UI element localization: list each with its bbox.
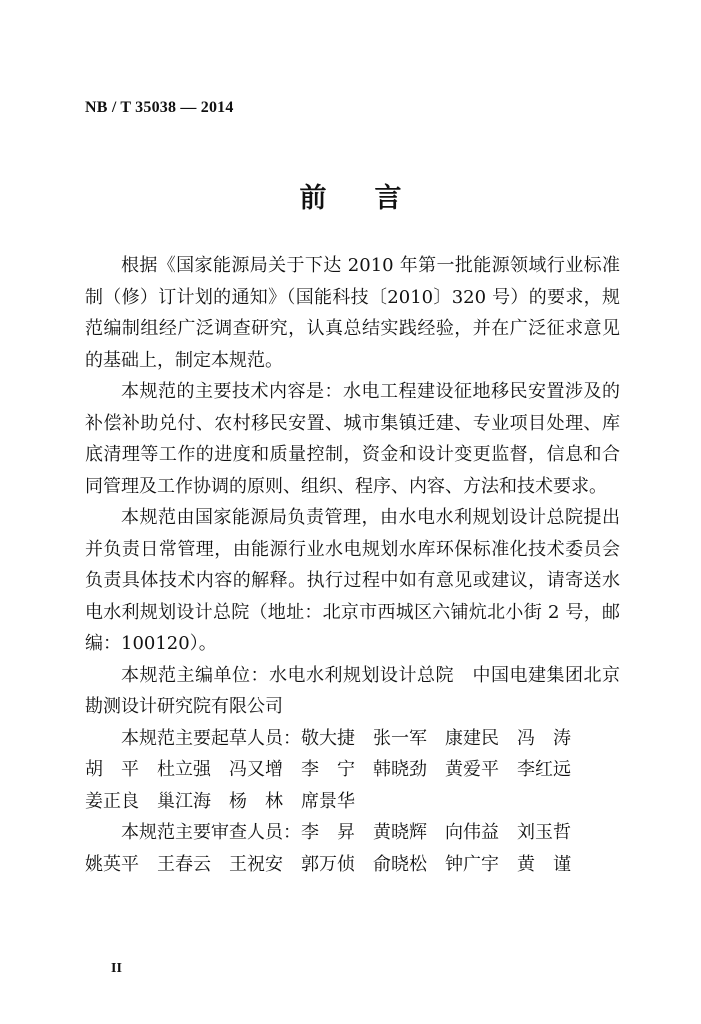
paragraph-technical-content: 本规范的主要技术内容是：水电工程建设征地移民安置涉及的补偿补助兑付、农村移民安置、城市集镇迁建、专业项目处理、库底清理等工作的进度和质量控制，资金和设计变更监督，信息和合同管理及工作协调的原则、组织、程序、内容、方法和技术要求。 <box>85 381 620 497</box>
paragraph-chief-editor-units: 本规范主编单位：水电水利规划设计总院 中国电建集团北京勘测设计研究院有限公司 <box>85 664 620 717</box>
paragraph-management: 本规范由国家能源局负责管理，由水电水利规划设计总院提出并负责日常管理，由能源行业水电规划水库环保标准化技术委员会负责具体技术内容的解释。执行过程中如有意见或建议，请寄送水电水利规划设计总院（地址：北京市西城区六铺炕北小街 2 号，邮编：100120）。 <box>85 507 620 654</box>
title-char-1: 前 <box>299 183 327 214</box>
drafters-line-1: 本规范主要起草人员：敬大捷 张一军 康建民 冯 涛 <box>121 727 571 749</box>
page-title <box>0 176 701 215</box>
preface-body <box>85 250 620 880</box>
drafters-line-3: 姜正良 巢江海 杨 林 席景华 <box>85 790 355 812</box>
reviewers-line-2: 姚英平 王春云 王祝安 郭万侦 俞晓松 钟广宇 黄 谨 <box>85 853 571 875</box>
drafters-line-2: 胡 平 杜立强 冯又增 李 宁 韩晓劲 黄爱平 李红远 <box>85 759 571 780</box>
reviewers-line-1: 本规范主要审查人员：李 昇 黄晓辉 向伟益 刘玉哲 <box>121 822 571 843</box>
standard-number: NB / T 35038 — 2014 <box>85 99 234 116</box>
title-char-2: 言 <box>374 183 402 214</box>
paragraph-basis: 根据《国家能源局关于下达 2010 年第一批能源领域行业标准制（修）订计划的通知》（国能科技〔2010〕320 号）的要求，规范编制组经广泛调查研究，认真总结实践经验，并在广泛征求意见的基础上，制定本规范。 <box>85 255 620 371</box>
page-number: II <box>111 961 122 976</box>
